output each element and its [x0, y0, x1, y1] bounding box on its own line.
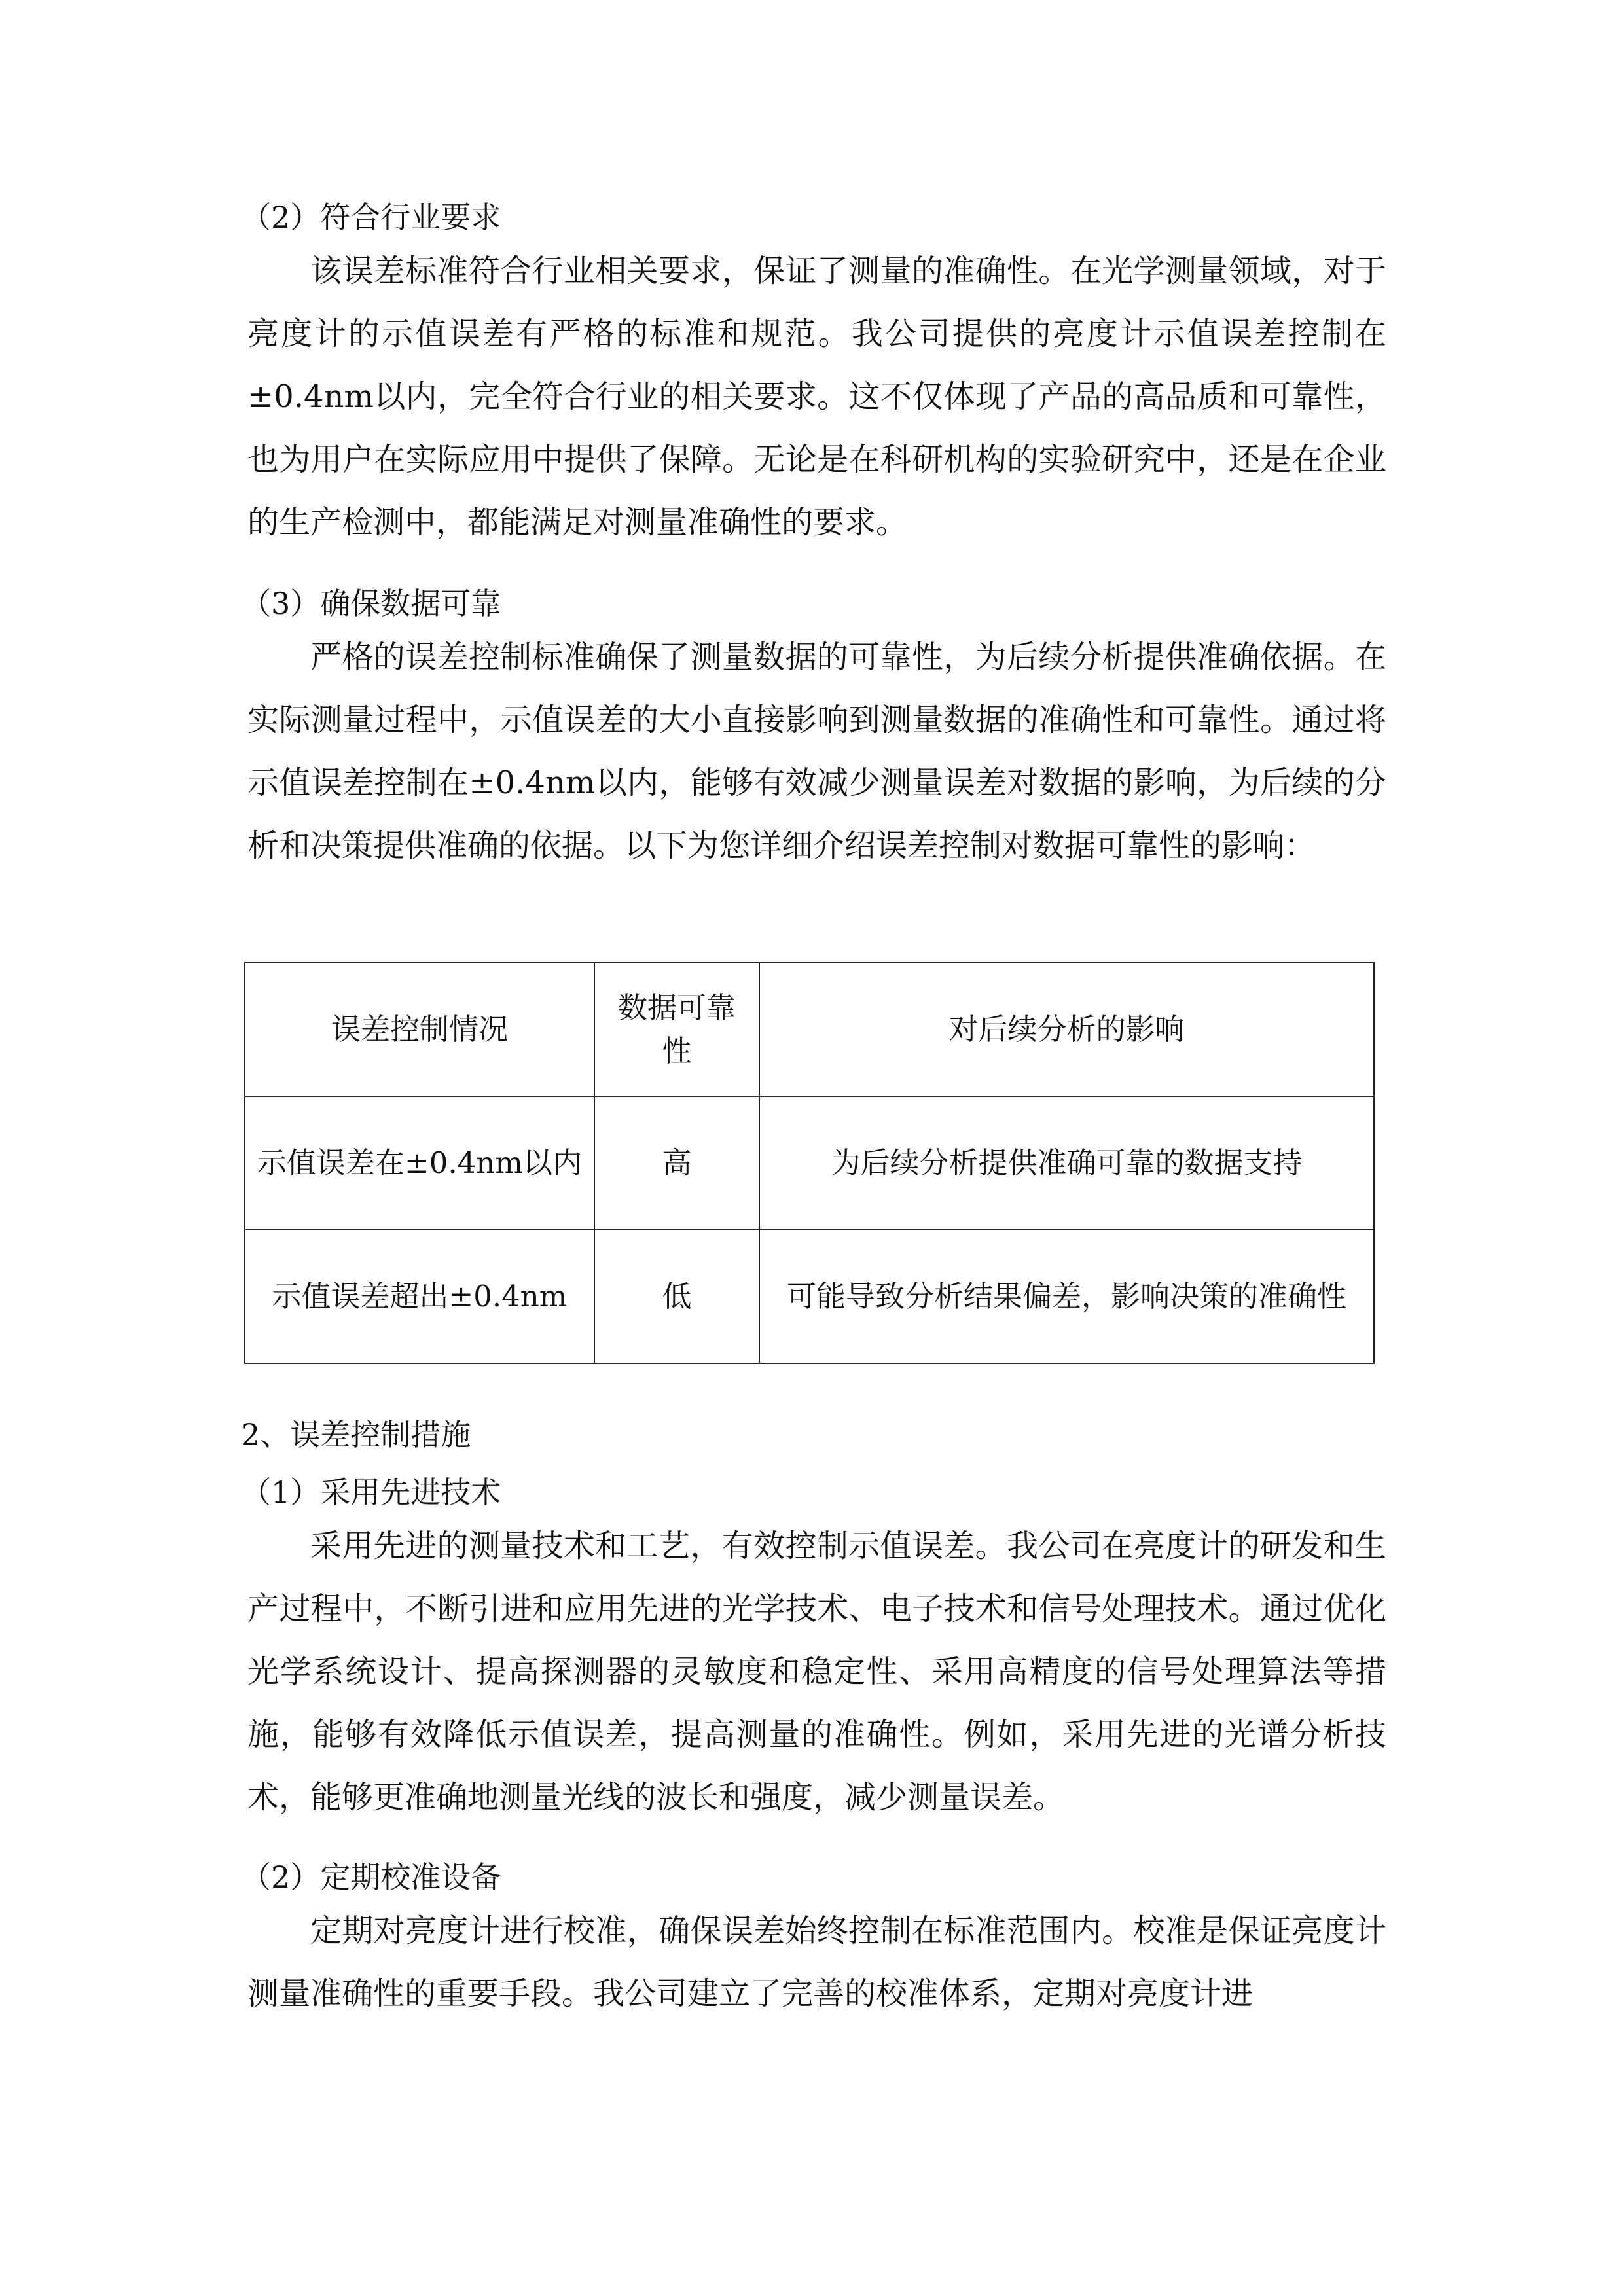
paragraph-data-reliable: 严格的误差控制标准确保了测量数据的可靠性，为后续分析提供准确依据。在实际测量过程中，示值误差的大小直接影响到测量数据的准确性和可靠性。通过将示值误差控制在±0.4nm以内，能够有效减少测量误差对数据的影响，为后续的分析和决策提供准确的依据。以下为您详细介绍误差控制对数据可靠性的影响： [247, 639, 1386, 864]
table-cell: 低 [594, 1230, 759, 1363]
table-cell: 为后续分析提供准确可靠的数据支持 [759, 1096, 1374, 1230]
error-impact-table [244, 962, 1375, 1364]
section-heading-calibration: （2）定期校准设备 [241, 1859, 501, 1895]
table-cell: 示值误差超出±0.4nm [245, 1230, 594, 1363]
paragraph-industry: 该误差标准符合行业相关要求，保证了测量的准确性。在光学测量领域，对于亮度计的示值误差有严格的标准和规范。我公司提供的亮度计示值误差控制在±0.4nm以内，完全符合行业的相关要求。这不仅体现了产品的高品质和可靠性，也为用户在实际应用中提供了保障。无论是在科研机构的实验研究中，还是在企业的生产检测中，都能满足对测量准确性的要求。 [247, 253, 1386, 541]
table-cell: 可能导致分析结果偏差，影响决策的准确性 [759, 1230, 1374, 1363]
paragraph-advanced-tech: 采用先进的测量技术和工艺，有效控制示值误差。我公司在亮度计的研发和生产过程中，不断引进和应用先进的光学技术、电子技术和信号处理技术。通过优化光学系统设计、提高探测器的灵敏度和稳定性、采用高精度的信号处理算法等措施，能够有效降低示值误差，提高测量的准确性。例如，采用先进的光谱分析技术，能够更准确地测量光线的波长和强度，减少测量误差。 [247, 1528, 1386, 1816]
section-heading-error-control: 2、误差控制措施 [241, 1417, 471, 1452]
table-header-cell: 数据可靠性 [594, 963, 759, 1096]
table-header-cell: 误差控制情况 [245, 963, 594, 1096]
table-cell: 高 [594, 1096, 759, 1230]
section-heading-advanced-tech: （1）采用先进技术 [241, 1475, 501, 1510]
section-heading-data-reliable: （3）确保数据可靠 [241, 586, 501, 621]
paragraph-calibration: 定期对亮度计进行校准，确保误差始终控制在标准范围内。校准是保证亮度计测量准确性的重要手段。我公司建立了完善的校准体系，定期对亮度计进 [247, 1912, 1386, 2012]
table-header-cell: 对后续分析的影响 [759, 963, 1374, 1096]
table-row [245, 1230, 1374, 1363]
table-header-row [245, 963, 1374, 1096]
table-row [245, 1096, 1374, 1230]
section-heading-industry: （2）符合行业要求 [241, 200, 501, 235]
table-cell: 示值误差在±0.4nm以内 [245, 1096, 594, 1230]
